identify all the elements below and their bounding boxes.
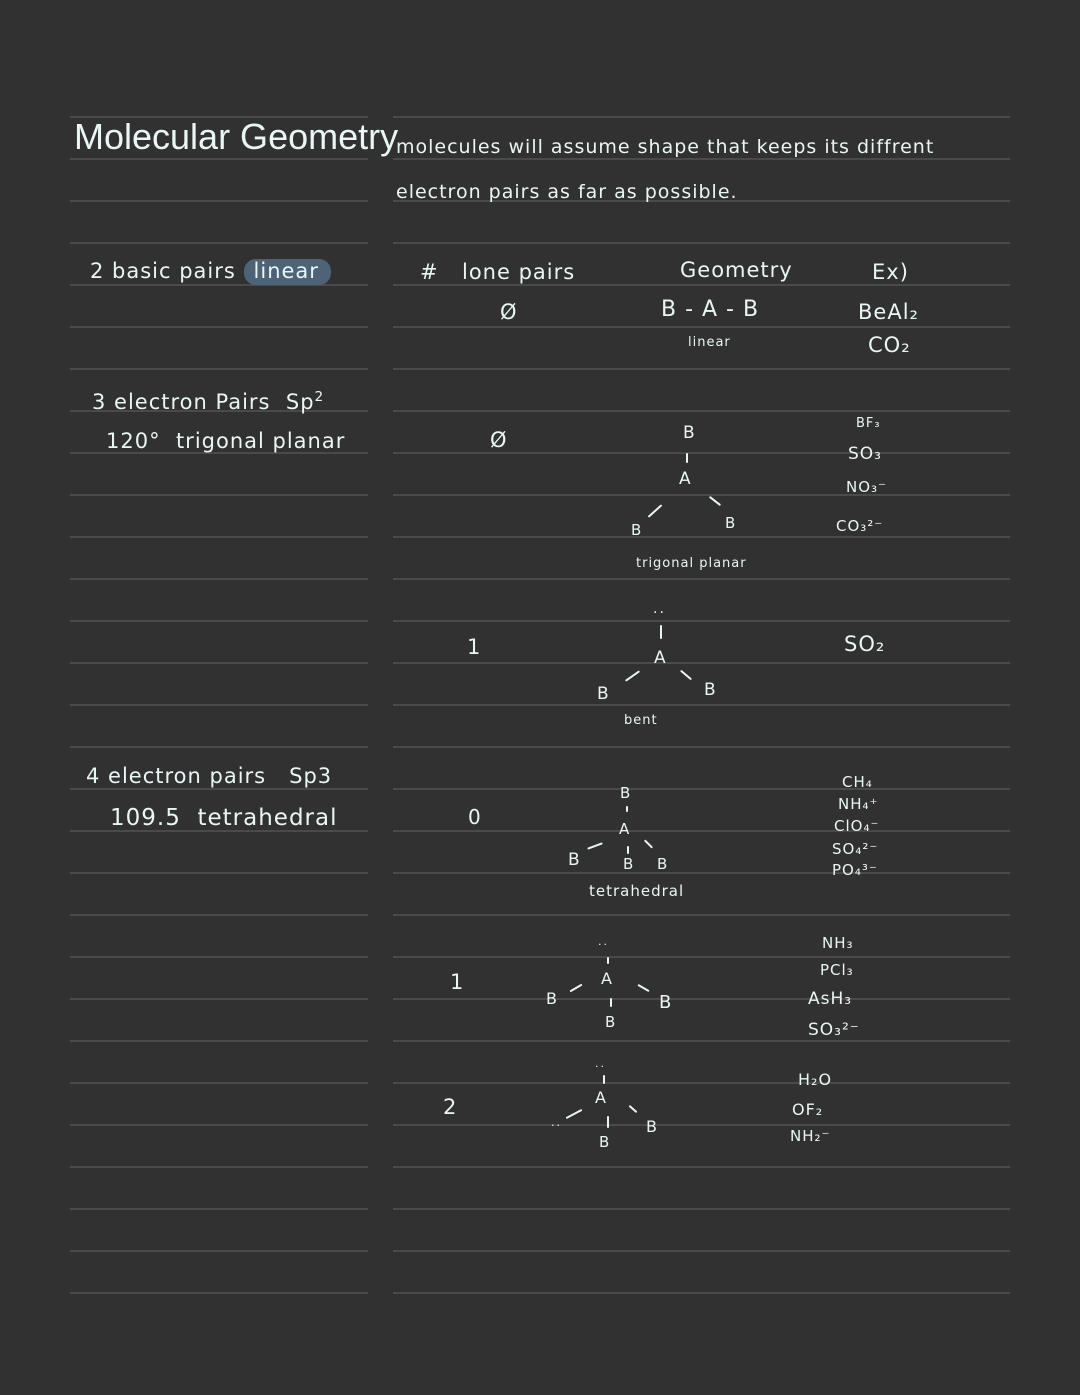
three-pairs-geometry — [106, 429, 345, 453]
rule-line — [393, 536, 1010, 538]
atom-b-left: B — [597, 684, 609, 704]
rule-line — [393, 1292, 1010, 1294]
header-geometry: Geometry — [680, 258, 793, 282]
atom-b-right: B — [725, 514, 736, 532]
linear-highlight: linear — [244, 259, 331, 285]
bond-angle-120: 120° — [106, 429, 161, 453]
lone-pair-dots: .. — [653, 601, 666, 617]
example-1: H₂O — [798, 1070, 833, 1089]
rule-line — [70, 662, 368, 664]
rule-line — [393, 998, 1010, 1000]
rule-line — [393, 158, 1010, 160]
atom-b-right: B — [646, 1117, 657, 1136]
rule-line — [393, 1208, 1010, 1210]
bond — [660, 625, 662, 639]
atom-b-left: B — [546, 989, 557, 1008]
two-pairs-text: 2 basic pairs — [90, 259, 236, 283]
rule-line — [70, 158, 368, 160]
example-3: NO₃⁻ — [846, 478, 887, 496]
three-pairs-note — [92, 389, 324, 414]
rule-line — [70, 368, 368, 370]
atom-a-center: A — [679, 469, 691, 489]
rule-line — [70, 956, 368, 958]
rule-line — [70, 536, 368, 538]
bond — [566, 1109, 583, 1119]
shape-tetrahedral: tetrahedral — [197, 805, 338, 831]
shape-trigonal-planar: trigonal planar — [175, 429, 346, 453]
rule-line — [393, 1124, 1010, 1126]
rule-line — [393, 578, 1010, 580]
rule-line — [70, 914, 368, 916]
lone-pairs-value: Ø — [500, 300, 518, 324]
atom-a-center: A — [601, 969, 612, 988]
example-2: CO₂ — [868, 333, 911, 357]
rule-line — [393, 242, 1010, 244]
atom-b-top: B — [620, 784, 631, 802]
rule-line — [70, 242, 368, 244]
example-3: AsH₃ — [808, 989, 853, 1009]
bond — [637, 984, 649, 992]
three-pairs-text: 3 electron Pairs — [92, 390, 271, 414]
rule-line — [393, 410, 1010, 412]
atom-b-right: B — [657, 855, 668, 873]
atom-a-center: A — [619, 820, 630, 838]
lone-pair-dots: .. — [598, 935, 609, 948]
rule-line — [393, 872, 1010, 874]
rule-line — [70, 284, 368, 286]
example-2: NH₄⁺ — [838, 795, 879, 813]
rule-line — [393, 494, 1010, 496]
lone-pairs-value: 2 — [443, 1095, 458, 1119]
linear-structure: B - A - B — [661, 297, 760, 322]
hybrid-label: Sp — [285, 390, 315, 414]
example-1: SO₂ — [844, 632, 886, 656]
example-5: PO₄³⁻ — [832, 861, 878, 879]
lone-pairs-value: 1 — [467, 635, 482, 659]
example-4: SO₄²⁻ — [832, 840, 879, 858]
page-title: Molecular Geometry — [74, 116, 399, 157]
bond — [607, 1116, 609, 1128]
atom-b-left: B — [568, 850, 580, 870]
bond — [625, 670, 640, 681]
example-1: BeAl₂ — [858, 300, 919, 324]
rule-line — [70, 704, 368, 706]
bond — [626, 806, 628, 812]
bond — [648, 504, 663, 518]
bond — [603, 1075, 605, 1084]
atom-b-bottom: B — [605, 1013, 616, 1031]
rule-line — [70, 746, 368, 748]
rule-line — [393, 284, 1010, 286]
bond — [610, 998, 612, 1007]
bond — [607, 957, 609, 964]
rule-line — [70, 1166, 368, 1168]
bond — [644, 839, 653, 848]
rule-line — [393, 914, 1010, 916]
example-4: CO₃²⁻ — [836, 517, 884, 535]
rule-line — [393, 746, 1010, 748]
bond — [686, 453, 688, 463]
rule-line — [70, 788, 368, 790]
atom-a-center: A — [654, 648, 666, 668]
example-1: BF₃ — [856, 416, 881, 431]
rule-line — [393, 620, 1010, 622]
rule-line — [70, 872, 368, 874]
lone-pairs-value: 1 — [450, 970, 465, 994]
header-lone-pairs: lone pairs — [462, 260, 576, 284]
atom-b-bottom: B — [623, 855, 634, 873]
example-3: NH₂⁻ — [790, 1127, 831, 1145]
example-1: CH₄ — [842, 773, 873, 791]
hybridization-sp3: Sp3 — [289, 764, 333, 788]
rule-line — [393, 1166, 1010, 1168]
atom-b-top: B — [683, 423, 695, 443]
geometry-label: bent — [624, 713, 658, 728]
atom-b-right: B — [704, 680, 716, 700]
atom-b-left: B — [631, 521, 642, 539]
rule-line — [393, 326, 1010, 328]
four-pairs-note — [86, 764, 332, 788]
example-2: OF₂ — [792, 1100, 824, 1119]
rule-line — [70, 494, 368, 496]
rule-line — [393, 788, 1010, 790]
example-4: SO₃²⁻ — [808, 1020, 860, 1040]
rule-line — [393, 116, 1010, 118]
four-pairs-text: 4 electron pairs — [86, 764, 267, 788]
atom-b-right: B — [659, 992, 672, 1013]
hybrid-sup: 2 — [314, 389, 325, 405]
hybridization-sp2 — [286, 390, 324, 414]
rule-line — [393, 1250, 1010, 1252]
rule-line — [393, 368, 1010, 370]
bond-angle-109: 109.5 — [110, 805, 181, 831]
geometry-label: linear — [688, 335, 731, 350]
lone-pair-dots: .. — [595, 1057, 606, 1070]
geometry-label: trigonal planar — [636, 556, 747, 571]
bond — [629, 1105, 638, 1113]
bond — [627, 846, 629, 854]
header-hash: # — [420, 260, 439, 284]
rule-line — [393, 830, 1010, 832]
rule-line — [70, 1040, 368, 1042]
rule-line — [70, 998, 368, 1000]
rule-line — [393, 662, 1010, 664]
intro-line-1: molecules will assume shape that keeps its diffrent — [396, 136, 935, 158]
bond — [680, 670, 692, 681]
rule-line — [393, 1082, 1010, 1084]
rule-line — [70, 1208, 368, 1210]
two-pairs-note — [90, 259, 331, 283]
atom-b-bottom: B — [599, 1133, 610, 1151]
example-2: SO₃ — [848, 444, 882, 464]
lone-pair-dots: .. — [551, 1116, 562, 1129]
geometry-label: tetrahedral — [589, 882, 685, 900]
rule-line — [70, 1250, 368, 1252]
example-3: ClO₄⁻ — [834, 817, 880, 835]
header-example: Ex) — [872, 260, 909, 284]
rule-line — [393, 452, 1010, 454]
four-pairs-geometry — [110, 805, 338, 831]
example-1: NH₃ — [822, 934, 854, 952]
rule-line — [70, 578, 368, 580]
rule-line — [70, 200, 368, 202]
rule-line — [393, 1040, 1010, 1042]
rule-line — [393, 704, 1010, 706]
lone-pairs-value: 0 — [468, 805, 482, 829]
bond — [569, 984, 582, 993]
rule-line — [70, 620, 368, 622]
bond — [709, 496, 721, 506]
lone-pairs-value: Ø — [490, 428, 508, 452]
rule-line — [70, 1124, 368, 1126]
rule-line — [70, 326, 368, 328]
bond — [587, 842, 603, 849]
rule-line — [70, 1292, 368, 1294]
example-2: PCl₃ — [820, 961, 854, 979]
rule-line — [70, 1082, 368, 1084]
intro-line-2: electron pairs as far as possible. — [396, 181, 738, 203]
rule-line — [393, 956, 1010, 958]
atom-a-center: A — [595, 1088, 606, 1107]
